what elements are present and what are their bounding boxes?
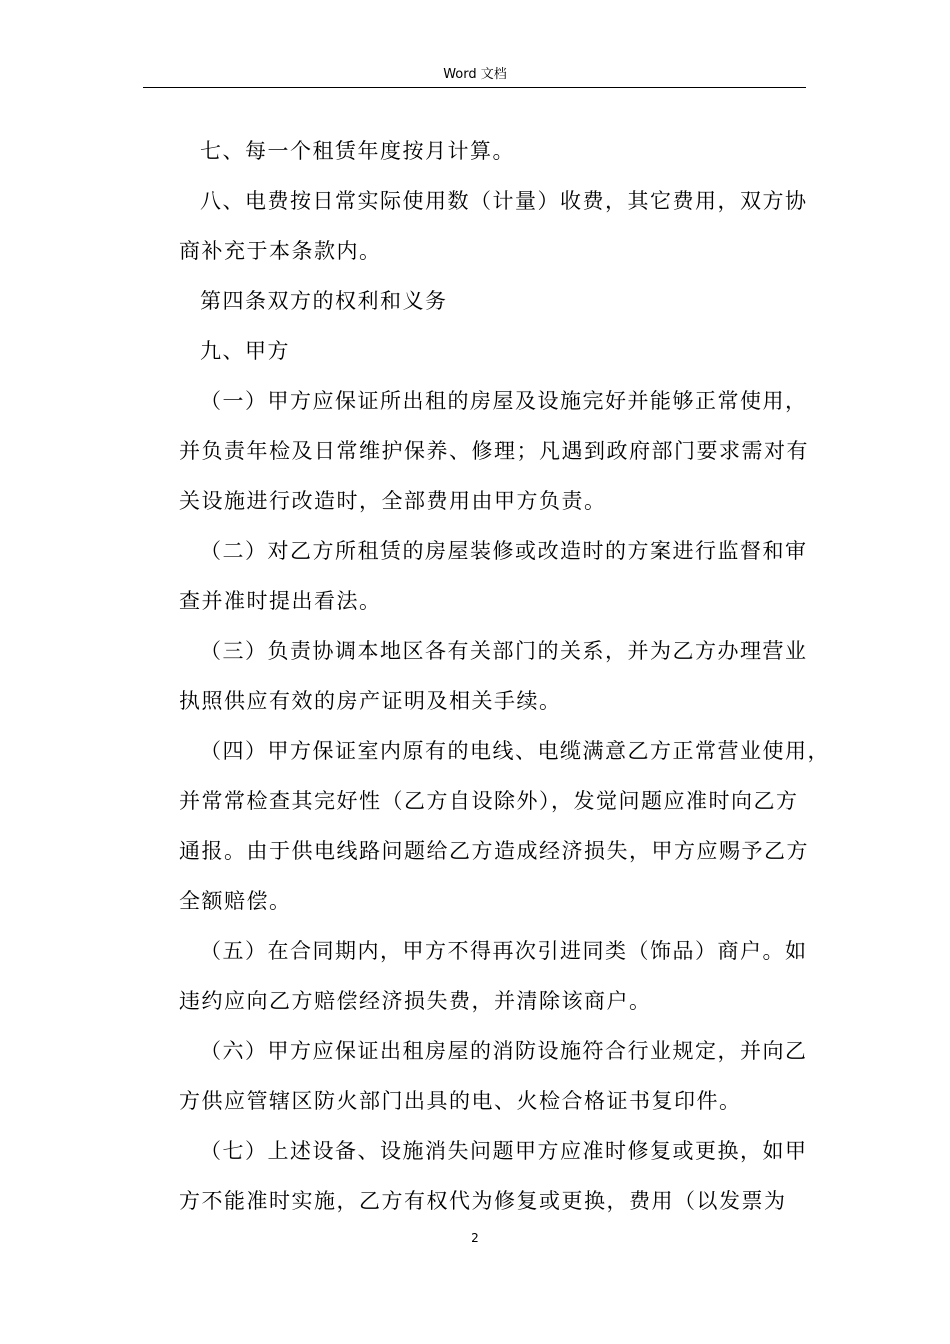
body-line: 方供应管辖区防火部门出具的电、火检合格证书复印件。 (179, 1089, 742, 1113)
body-line: 关设施进行改造时，全部费用由甲方负责。 (179, 489, 607, 513)
body-line: 违约应向乙方赔偿经济损失费，并清除该商户。 (179, 989, 652, 1013)
body-line: （六）甲方应保证出租房屋的消防设施符合行业规定，并向乙 (200, 1039, 808, 1063)
body-line: 商补充于本条款内。 (179, 239, 382, 263)
body-line: （五）在合同期内，甲方不得再次引进同类（饰品）商户。如 (200, 939, 808, 963)
body-line: 通报。由于供电线路问题给乙方造成经济损失，甲方应赐予乙方 (179, 839, 809, 863)
header-divider (143, 87, 806, 88)
body-line: （三）负责协调本地区各有关部门的关系，并为乙方办理营业 (200, 639, 808, 663)
body-line: （二）对乙方所租赁的房屋装修或改造时的方案进行监督和审 (200, 539, 808, 563)
body-line: 九、甲方 (200, 339, 290, 363)
body-line: 方不能准时实施，乙方有权代为修复或更换，费用（以发票为 (179, 1189, 787, 1213)
body-line: 并负责年检及日常维护保养、修理；凡遇到政府部门要求需对有 (179, 439, 809, 463)
section-heading: 第四条双方的权利和义务 (200, 289, 448, 313)
body-line: （一）甲方应保证所出租的房屋及设施完好并能够正常使用， (200, 389, 808, 413)
page-number: 2 (471, 1231, 479, 1245)
body-line: 查并准时提出看法。 (179, 589, 382, 613)
body-line: 并常常检查其完好性（乙方自设除外），发觉问题应准时向乙方 (179, 789, 799, 813)
body-line: 七、每一个租赁年度按月计算。 (200, 139, 515, 163)
body-line: 全额赔偿。 (179, 889, 292, 913)
body-line: （七）上述设备、设施消失问题甲方应准时修复或更换，如甲 (200, 1139, 808, 1163)
body-line: （四）甲方保证室内原有的电线、电缆满意乙方正常营业使用， (200, 739, 830, 763)
body-line: 执照供应有效的房产证明及相关手续。 (179, 689, 562, 713)
body-line: 八、电费按日常实际使用数（计量）收费，其它费用，双方协 (200, 189, 808, 213)
page-header-title: Word 文档 (443, 67, 507, 82)
